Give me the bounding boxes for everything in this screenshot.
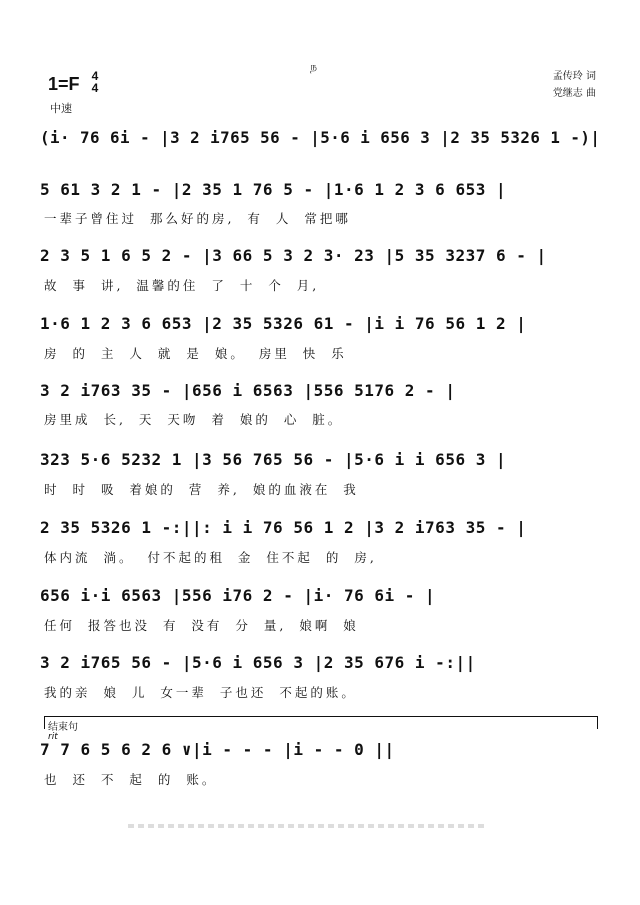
tempo-marking: 中速 [50, 102, 72, 115]
lyrics-line-2: 一辈子曾住过 那么好的房, 有 人 常把哪 [44, 211, 351, 226]
ending-bracket [44, 716, 598, 729]
lyrics-line-10: 也 还 不 起 的 账。 [44, 772, 218, 787]
time-signature-bottom: 4 [91, 81, 99, 95]
page-title-mark: ந [310, 60, 318, 73]
time-signature [88, 70, 102, 94]
lyrics-line-3: 故 事 讲, 温馨的住 了 十 个 月, [44, 278, 320, 293]
lyrics-line-6: 时 时 吸 着娘的 营 养, 娘的血液在 我 [44, 482, 359, 497]
notation-line-3: 2 3 5 1 6 5 2 - |3 66 5 3 2 3· 23 |5 35 3237 6 - | [40, 246, 547, 265]
key-signature: 1=F [48, 74, 80, 94]
composer-credit: 党继志 曲 [552, 88, 596, 99]
faint-footer-text [128, 824, 488, 828]
ending-label: 结束句 [48, 722, 78, 733]
time-signature-top: 4 [91, 69, 99, 83]
notation-line-4: 1·6 1 2 3 6 653 |2 35 5326 61 - |i i 76 56 1 2 | [40, 314, 527, 333]
lyrics-line-9: 我的亲 娘 儿 女一辈 子也还 不起的账。 [44, 685, 357, 700]
notation-line-5: 3 2 i763 35 - |656 i 6563 |556 5176 2 - | [40, 381, 456, 400]
notation-line-7: 2 35 5326 1 -:||: i i 76 56 1 2 |3 2 i763 35 - | [40, 518, 527, 537]
lyrics-line-4: 房 的 主 人 就 是 娘。 房里 快 乐 [44, 346, 347, 361]
lyrics-line-5: 房里成 长, 天 天吻 着 娘的 心 脏。 [44, 412, 344, 427]
lyrics-line-8: 任何 报答也没 有 没有 分 量, 娘啊 娘 [44, 618, 359, 633]
notation-line-6: 323 5·6 5232 1 |3 56 765 56 - |5·6 i i 656 3 | [40, 450, 507, 469]
lyrics-line-7: 体内流 淌。 付不起的租 金 住不起 的 房, [44, 550, 377, 565]
ritardando-marking: rit [48, 732, 58, 742]
lyricist-credit: 孟传玲 词 [552, 71, 596, 82]
notation-line-9: 3 2 i765 56 - |5·6 i 656 3 |2 35 676 i -:|| [40, 653, 476, 672]
notation-line-2: 5 61 3 2 1 - |2 35 1 76 5 - |1·6 1 2 3 6 653 | [40, 180, 507, 199]
notation-line-10: 7 7 6 5 6 2 6 ∨|i - - - |i - - 0 || [40, 740, 395, 759]
notation-line-8: 656 i·i 6563 |556 i76 2 - |i· 76 6i - | [40, 586, 436, 605]
credits [553, 68, 596, 102]
notation-line-1: (i· 76 6i - |3 2 i765 56 - |5·6 i 656 3 |2 35 5326 1 -)| [40, 128, 601, 147]
